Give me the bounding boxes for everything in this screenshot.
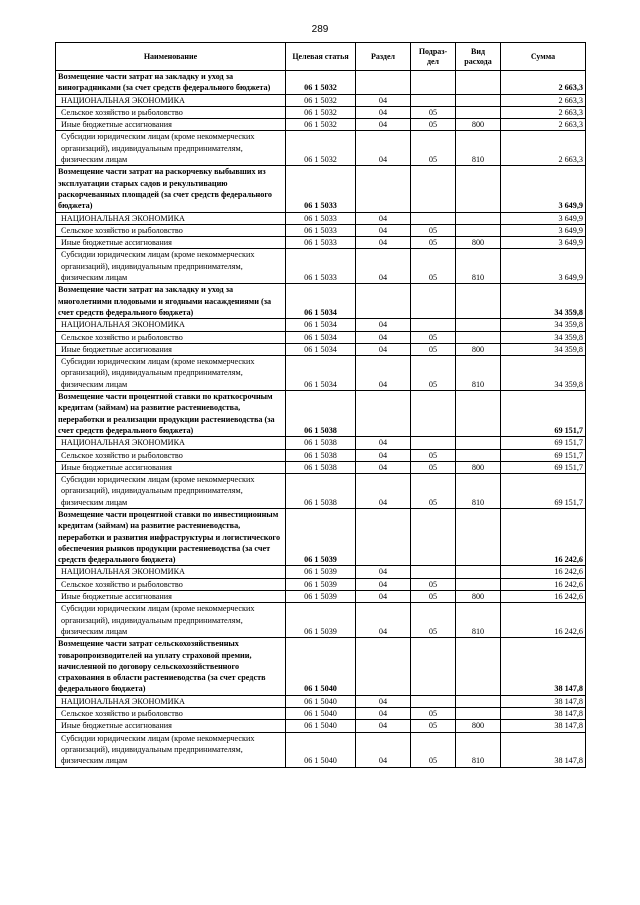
cell-section: 04 (356, 603, 411, 638)
cell-kind (456, 224, 501, 236)
cell-kind: 800 (456, 343, 501, 355)
cell-section: 04 (356, 695, 411, 707)
cell-kind (456, 106, 501, 118)
cell-sum: 38 147,8 (501, 732, 586, 767)
cell-section: 04 (356, 708, 411, 720)
cell-kind: 810 (456, 603, 501, 638)
table-row (56, 603, 586, 638)
cell-name: НАЦИОНАЛЬНАЯ ЭКОНОМИКА (56, 212, 286, 224)
cell-sum: 38 147,8 (501, 695, 586, 707)
cell-section: 04 (356, 106, 411, 118)
cell-target: 06 1 5034 (286, 331, 356, 343)
cell-name: Иные бюджетные ассигнования (56, 343, 286, 355)
cell-name: Сельское хозяйство и рыболовство (56, 331, 286, 343)
cell-target: 06 1 5032 (286, 131, 356, 166)
cell-sum: 3 649,9 (501, 237, 586, 249)
cell-subsection: 05 (411, 578, 456, 590)
cell-name: НАЦИОНАЛЬНАЯ ЭКОНОМИКА (56, 695, 286, 707)
cell-subsection (411, 319, 456, 331)
cell-kind: 800 (456, 119, 501, 131)
cell-subsection: 05 (411, 461, 456, 473)
cell-name: НАЦИОНАЛЬНАЯ ЭКОНОМИКА (56, 437, 286, 449)
cell-name: Возмещение части процентной ставки по инвестиционным кредитам (займам) на развитие растениеводства, переработки и развития инфраструктуры и логистического обеспечения рынков продукции растениеводства (за счет средств федерального бюджета) (56, 508, 286, 565)
cell-kind (456, 94, 501, 106)
cell-sum: 69 151,7 (501, 461, 586, 473)
cell-target: 06 1 5034 (286, 284, 356, 319)
table-row (56, 249, 586, 284)
cell-name: Возмещение части затрат на закладку и уход за многолетними плодовыми и ягодными насаждениями (за счет средств федерального бюджета) (56, 284, 286, 319)
cell-kind (456, 566, 501, 578)
cell-kind: 810 (456, 732, 501, 767)
cell-subsection (411, 695, 456, 707)
cell-section: 04 (356, 474, 411, 509)
cell-name: Субсидии юридическим лицам (кроме некоммерческих организаций), индивидуальным предпринимателям, физическим лицам (56, 356, 286, 391)
cell-kind (456, 578, 501, 590)
table-row (56, 720, 586, 732)
table-row (56, 71, 586, 95)
cell-kind: 800 (456, 461, 501, 473)
cell-kind: 800 (456, 720, 501, 732)
cell-kind (456, 71, 501, 95)
table-row (56, 319, 586, 331)
cell-name: Субсидии юридическим лицам (кроме некоммерческих организаций), индивидуальным предпринимателям, физическим лицам (56, 603, 286, 638)
cell-subsection (411, 638, 456, 695)
cell-section (356, 284, 411, 319)
cell-name: Иные бюджетные ассигнования (56, 591, 286, 603)
cell-sum: 16 242,6 (501, 578, 586, 590)
cell-sum: 2 663,3 (501, 94, 586, 106)
cell-name: НАЦИОНАЛЬНАЯ ЭКОНОМИКА (56, 319, 286, 331)
cell-sum: 16 242,6 (501, 508, 586, 565)
cell-target: 06 1 5039 (286, 508, 356, 565)
cell-section: 04 (356, 131, 411, 166)
table-row (56, 212, 586, 224)
cell-kind: 810 (456, 131, 501, 166)
cell-name: Возмещение части затрат сельскохозяйственных товаропроизводителей на уплату страховой премии, начисленной по договору сельскохозяйственного страхования в области растениеводства (за счет средств федерального бюджета) (56, 638, 286, 695)
table-row (56, 695, 586, 707)
cell-subsection: 05 (411, 708, 456, 720)
header-section: Раздел (356, 43, 411, 71)
cell-sum: 16 242,6 (501, 591, 586, 603)
cell-target: 06 1 5040 (286, 732, 356, 767)
table-row (56, 578, 586, 590)
cell-sum: 16 242,6 (501, 603, 586, 638)
cell-name: Иные бюджетные ассигнования (56, 720, 286, 732)
page-number: 289 (311, 24, 329, 35)
cell-name: Иные бюджетные ассигнования (56, 461, 286, 473)
table-row (56, 391, 586, 437)
cell-subsection: 05 (411, 343, 456, 355)
cell-kind (456, 708, 501, 720)
cell-sum: 38 147,8 (501, 720, 586, 732)
cell-sum: 69 151,7 (501, 474, 586, 509)
cell-section (356, 166, 411, 212)
header-name: Наименование (56, 43, 286, 71)
cell-sum: 3 649,9 (501, 224, 586, 236)
table-row (56, 166, 586, 212)
cell-target: 06 1 5032 (286, 71, 356, 95)
cell-target: 06 1 5038 (286, 391, 356, 437)
cell-section: 04 (356, 461, 411, 473)
cell-section: 04 (356, 720, 411, 732)
cell-subsection: 05 (411, 249, 456, 284)
cell-subsection (411, 284, 456, 319)
table-row (56, 237, 586, 249)
cell-section (356, 71, 411, 95)
cell-kind (456, 437, 501, 449)
cell-section: 04 (356, 119, 411, 131)
cell-section (356, 638, 411, 695)
cell-section: 04 (356, 331, 411, 343)
cell-kind (456, 638, 501, 695)
cell-target: 06 1 5039 (286, 566, 356, 578)
cell-sum: 38 147,8 (501, 708, 586, 720)
table-row (56, 331, 586, 343)
table-row (56, 638, 586, 695)
cell-name: Сельское хозяйство и рыболовство (56, 449, 286, 461)
cell-subsection: 05 (411, 356, 456, 391)
cell-subsection: 05 (411, 474, 456, 509)
cell-sum: 16 242,6 (501, 566, 586, 578)
cell-kind: 800 (456, 237, 501, 249)
cell-kind (456, 391, 501, 437)
cell-target: 06 1 5038 (286, 437, 356, 449)
cell-kind (456, 284, 501, 319)
cell-name: Возмещение части затрат на раскорчевку выбывших из эксплуатации старых садов и рекультивацию раскорчеванных площадей (за счет средств федерального бюджета) (56, 166, 286, 212)
cell-section: 04 (356, 319, 411, 331)
cell-target: 06 1 5039 (286, 578, 356, 590)
cell-target: 06 1 5033 (286, 166, 356, 212)
cell-section: 04 (356, 212, 411, 224)
cell-target: 06 1 5034 (286, 343, 356, 355)
cell-target: 06 1 5032 (286, 106, 356, 118)
cell-name: Сельское хозяйство и рыболовство (56, 708, 286, 720)
cell-sum: 69 151,7 (501, 449, 586, 461)
cell-section: 04 (356, 449, 411, 461)
cell-subsection: 05 (411, 732, 456, 767)
cell-sum: 2 663,3 (501, 119, 586, 131)
budget-table (55, 42, 586, 768)
cell-sum: 3 649,9 (501, 212, 586, 224)
header-subsection: Подраз-дел (411, 43, 456, 71)
cell-sum: 3 649,9 (501, 249, 586, 284)
cell-section: 04 (356, 224, 411, 236)
cell-name: Субсидии юридическим лицам (кроме некоммерческих организаций), индивидуальным предпринимателям, физическим лицам (56, 131, 286, 166)
cell-kind (456, 166, 501, 212)
cell-subsection (411, 566, 456, 578)
cell-subsection (411, 212, 456, 224)
cell-name: Иные бюджетные ассигнования (56, 119, 286, 131)
cell-subsection (411, 437, 456, 449)
cell-section: 04 (356, 237, 411, 249)
cell-subsection (411, 94, 456, 106)
cell-target: 06 1 5038 (286, 474, 356, 509)
table-row (56, 461, 586, 473)
cell-target: 06 1 5034 (286, 319, 356, 331)
cell-sum: 69 151,7 (501, 391, 586, 437)
table-row (56, 474, 586, 509)
table-row (56, 437, 586, 449)
table-row (56, 508, 586, 565)
cell-section: 04 (356, 94, 411, 106)
cell-target: 06 1 5032 (286, 94, 356, 106)
table-row (56, 94, 586, 106)
cell-sum: 2 663,3 (501, 106, 586, 118)
cell-target: 06 1 5033 (286, 237, 356, 249)
cell-section: 04 (356, 249, 411, 284)
cell-target: 06 1 5039 (286, 591, 356, 603)
cell-section: 04 (356, 591, 411, 603)
cell-subsection: 05 (411, 237, 456, 249)
cell-target: 06 1 5038 (286, 449, 356, 461)
cell-subsection: 05 (411, 119, 456, 131)
cell-target: 06 1 5040 (286, 695, 356, 707)
cell-sum: 34 359,8 (501, 319, 586, 331)
header-sum: Сумма (501, 43, 586, 71)
cell-name: Возмещение части затрат на закладку и уход за виноградниками (за счет средств федерального бюджета) (56, 71, 286, 95)
header-target: Целевая статья (286, 43, 356, 71)
cell-section: 04 (356, 356, 411, 391)
cell-target: 06 1 5034 (286, 356, 356, 391)
cell-kind: 800 (456, 591, 501, 603)
cell-sum: 34 359,8 (501, 331, 586, 343)
cell-subsection: 05 (411, 449, 456, 461)
cell-section: 04 (356, 732, 411, 767)
cell-subsection: 05 (411, 591, 456, 603)
cell-sum: 2 663,3 (501, 71, 586, 95)
cell-section: 04 (356, 437, 411, 449)
cell-kind (456, 695, 501, 707)
table-row (56, 224, 586, 236)
cell-kind: 810 (456, 474, 501, 509)
cell-subsection: 05 (411, 131, 456, 166)
cell-subsection (411, 508, 456, 565)
cell-subsection: 05 (411, 224, 456, 236)
cell-sum: 34 359,8 (501, 343, 586, 355)
cell-subsection: 05 (411, 106, 456, 118)
cell-target: 06 1 5033 (286, 212, 356, 224)
cell-subsection: 05 (411, 331, 456, 343)
table-row (56, 732, 586, 767)
cell-target: 06 1 5032 (286, 119, 356, 131)
cell-section (356, 508, 411, 565)
cell-kind: 810 (456, 249, 501, 284)
cell-kind: 810 (456, 356, 501, 391)
table-header-row (56, 43, 586, 71)
cell-section: 04 (356, 578, 411, 590)
cell-target: 06 1 5033 (286, 249, 356, 284)
cell-name: Субсидии юридическим лицам (кроме некоммерческих организаций), индивидуальным предпринимателям, физическим лицам (56, 474, 286, 509)
table-row (56, 708, 586, 720)
cell-sum: 3 649,9 (501, 166, 586, 212)
cell-section: 04 (356, 566, 411, 578)
table-row (56, 131, 586, 166)
table-row (56, 449, 586, 461)
cell-sum: 2 663,3 (501, 131, 586, 166)
cell-name: Сельское хозяйство и рыболовство (56, 224, 286, 236)
cell-section (356, 391, 411, 437)
cell-target: 06 1 5033 (286, 224, 356, 236)
cell-target: 06 1 5040 (286, 638, 356, 695)
table-row (56, 591, 586, 603)
cell-kind (456, 212, 501, 224)
cell-sum: 34 359,8 (501, 284, 586, 319)
cell-sum: 38 147,8 (501, 638, 586, 695)
table-row (56, 106, 586, 118)
cell-name: Субсидии юридическим лицам (кроме некоммерческих организаций), индивидуальным предпринимателям, физическим лицам (56, 249, 286, 284)
cell-kind (456, 449, 501, 461)
cell-name: Субсидии юридическим лицам (кроме некоммерческих организаций), индивидуальным предпринимателям, физическим лицам (56, 732, 286, 767)
cell-subsection: 05 (411, 720, 456, 732)
cell-sum: 34 359,8 (501, 356, 586, 391)
cell-subsection (411, 391, 456, 437)
table-body (56, 71, 586, 768)
cell-sum: 69 151,7 (501, 437, 586, 449)
cell-subsection: 05 (411, 603, 456, 638)
header-kind: Вид расхода (456, 43, 501, 71)
cell-kind (456, 508, 501, 565)
table-row (56, 119, 586, 131)
cell-name: Возмещение части процентной ставки по краткосрочным кредитам (займам) на развитие растениеводства, переработки и реализации продукции растениеводства (за счет средств федерального бюджета) (56, 391, 286, 437)
cell-kind (456, 319, 501, 331)
cell-target: 06 1 5040 (286, 708, 356, 720)
cell-name: НАЦИОНАЛЬНАЯ ЭКОНОМИКА (56, 566, 286, 578)
cell-target: 06 1 5039 (286, 603, 356, 638)
table-row (56, 284, 586, 319)
table-row (56, 356, 586, 391)
cell-section: 04 (356, 343, 411, 355)
cell-subsection (411, 166, 456, 212)
cell-name: Иные бюджетные ассигнования (56, 237, 286, 249)
table-row (56, 566, 586, 578)
cell-kind (456, 331, 501, 343)
cell-name: Сельское хозяйство и рыболовство (56, 106, 286, 118)
cell-subsection (411, 71, 456, 95)
cell-name: НАЦИОНАЛЬНАЯ ЭКОНОМИКА (56, 94, 286, 106)
table-row (56, 343, 586, 355)
cell-name: Сельское хозяйство и рыболовство (56, 578, 286, 590)
cell-target: 06 1 5040 (286, 720, 356, 732)
cell-target: 06 1 5038 (286, 461, 356, 473)
